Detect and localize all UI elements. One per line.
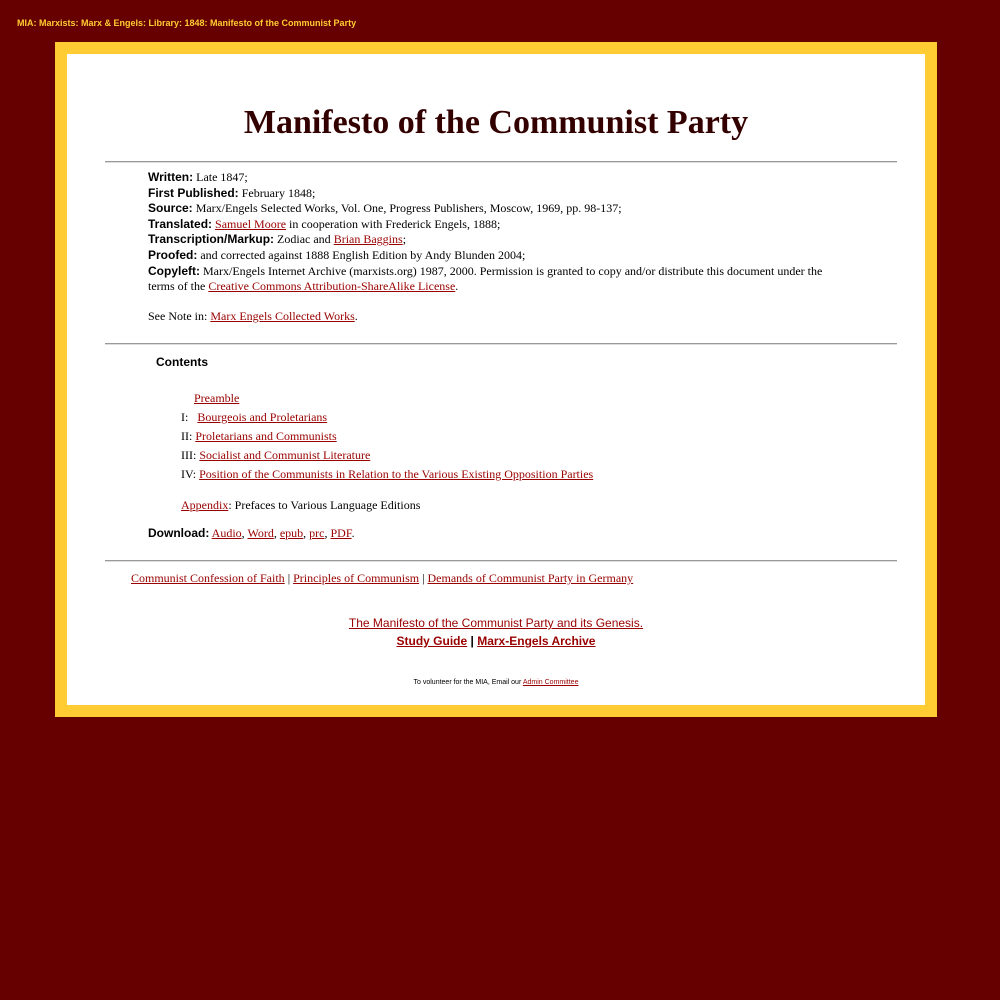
preamble-link[interactable]: Preamble (194, 391, 240, 405)
guides-row (67, 634, 925, 648)
transcription-end: ; (402, 232, 407, 247)
download-pdf-link[interactable]: PDF (330, 526, 352, 540)
chapter-number: II: (181, 429, 193, 443)
toc-appendix (181, 498, 420, 513)
info-first-published (148, 186, 848, 202)
download-end: . (351, 526, 355, 540)
breadcrumb: MIA: Marxists: Marx & Engels: Library: 1848: Manifesto of the Communist Party (17, 18, 357, 28)
toc-chapter-3 (181, 448, 370, 463)
info-copyleft (148, 264, 848, 295)
demands-link[interactable]: Demands of Communist Party in Germany (427, 571, 634, 585)
divider-middle (105, 343, 897, 345)
divider-bottom (105, 560, 897, 562)
download-sep: , (303, 526, 310, 540)
copyleft-value: Marx/Engels Internet Archive (marxists.org) 1987, 2000. Permission is granted to copy and/or distribute this document under the terms of the (148, 263, 823, 294)
toc-chapter-4 (181, 467, 593, 482)
chapter-number: IV: (181, 467, 197, 481)
related-links (131, 571, 633, 586)
confession-of-faith-link[interactable]: Communist Confession of Faith (131, 571, 285, 585)
chapter-link[interactable]: Socialist and Communist Literature (199, 448, 371, 462)
first-published-value: February 1848; (238, 185, 316, 200)
page-title: Manifesto of the Communist Party (243, 104, 749, 141)
source-value: Marx/Engels Selected Works, Vol. One, Progress Publishers, Moscow, 1969, pp. 98-137; (192, 201, 622, 216)
info-source (148, 201, 848, 217)
info-proofed (148, 248, 848, 264)
toc-chapter-2 (181, 429, 337, 444)
marx-engels-archive-link[interactable]: Marx-Engels Archive (477, 634, 596, 648)
contents-heading: Contents (156, 355, 208, 369)
source-label: Source: (148, 201, 193, 216)
chapter-number: III: (181, 448, 197, 462)
divider-top (105, 161, 897, 163)
first-published-label: First Published: (148, 185, 239, 200)
admin-committee-link[interactable]: Admin Committee (522, 679, 579, 686)
document-info (148, 170, 848, 295)
download-audio-link[interactable]: Audio (211, 526, 242, 540)
copyleft-end: . (455, 279, 459, 294)
chapter-link[interactable]: Bourgeois and Proletarians (197, 410, 328, 424)
related-sep: | (284, 571, 294, 585)
chapter-link[interactable]: Position of the Communists in Relation to the Various Existing Opposition Parties (199, 467, 594, 481)
study-guide-link[interactable]: Study Guide (396, 634, 468, 648)
translator-link[interactable]: Samuel Moore (215, 216, 287, 231)
proofed-label: Proofed: (148, 247, 198, 262)
transcriber-link[interactable]: Brian Baggins (333, 232, 403, 247)
content-panel (67, 54, 925, 705)
copyleft-label: Copyleft: (148, 263, 200, 278)
toc-preamble (194, 391, 239, 406)
toc-chapter-1 (181, 410, 327, 425)
volunteer-note (67, 679, 925, 686)
genesis-link[interactable]: The Manifesto of the Communist Party and its Genesis. (348, 616, 644, 630)
guides-sep: | (467, 634, 478, 648)
translated-label: Translated: (148, 216, 213, 231)
info-written (148, 170, 848, 186)
related-sep: | (419, 571, 428, 585)
content-frame (55, 42, 937, 717)
written-label: Written: (148, 170, 194, 184)
collected-works-link[interactable]: Marx Engels Collected Works (210, 309, 355, 323)
download-row (148, 526, 355, 541)
chapter-link[interactable]: Proletarians and Communists (195, 429, 337, 443)
transcription-value: Zodiac and (274, 232, 334, 247)
info-translated (148, 217, 848, 233)
download-label: Download: (148, 526, 210, 540)
download-prc-link[interactable]: prc (309, 526, 325, 540)
principles-link[interactable]: Principles of Communism (293, 571, 420, 585)
download-sep: , (324, 526, 331, 540)
license-link[interactable]: Creative Commons Attribution-ShareAlike License (208, 279, 456, 294)
proofed-value: and corrected against 1888 English Edition by Andy Blunden 2004; (197, 247, 526, 262)
download-sep: , (273, 526, 280, 540)
appendix-link[interactable]: Appendix (181, 498, 229, 512)
translated-rest: in cooperation with Frederick Engels, 1888; (286, 216, 501, 231)
info-transcription (148, 232, 848, 248)
download-epub-link[interactable]: epub (279, 526, 304, 540)
transcription-label: Transcription/Markup: (148, 232, 275, 247)
see-note-prefix: See Note in: (148, 309, 211, 323)
download-sep: , (241, 526, 248, 540)
see-note (148, 309, 358, 324)
chapter-number: I: (181, 410, 189, 424)
see-note-suffix: . (354, 309, 358, 323)
genesis-row (67, 616, 925, 630)
volunteer-text: To volunteer for the MIA, Email our (413, 679, 523, 686)
written-value: Late 1847; (193, 170, 248, 184)
download-word-link[interactable]: Word (247, 526, 274, 540)
appendix-rest: : Prefaces to Various Language Editions (228, 498, 421, 512)
